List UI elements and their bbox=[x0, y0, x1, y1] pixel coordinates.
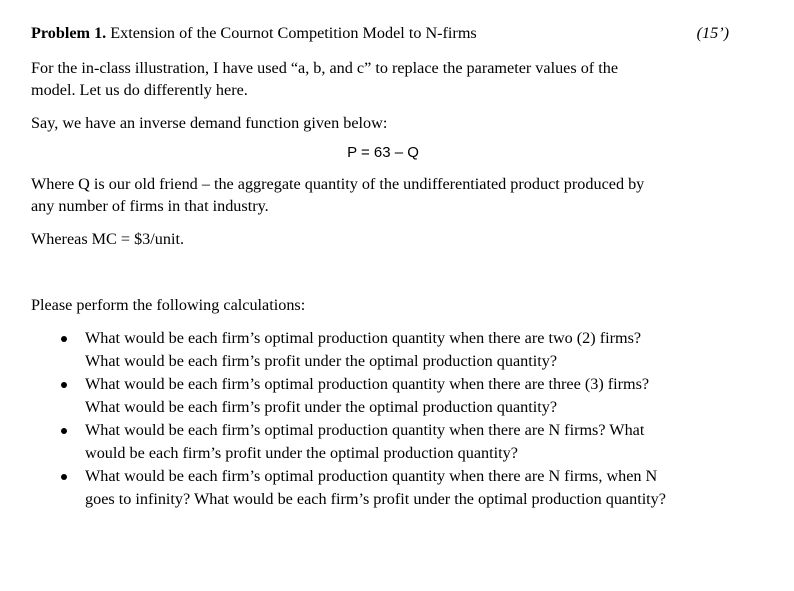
question-item bbox=[31, 419, 741, 465]
question-line-1: What would be each firm’s optimal production quantity when there are two (2) firms? bbox=[85, 329, 642, 347]
where-line-2: any number of firms in that industry. bbox=[31, 197, 269, 215]
question-line-2: would be each firm’s profit under the optimal production quantity? bbox=[85, 444, 518, 462]
where-paragraph bbox=[31, 173, 741, 217]
demand-equation: P = 63 – Q bbox=[347, 144, 419, 161]
question-line-1: What would be each firm’s optimal production quantity when there are N firms? What bbox=[85, 421, 645, 439]
problem-label: Problem 1. bbox=[31, 24, 107, 42]
question-item bbox=[31, 465, 741, 511]
question-line-1: What would be each firm’s optimal production quantity when there are N firms, when N bbox=[85, 467, 658, 485]
bullet-icon bbox=[61, 474, 67, 480]
bullet-icon bbox=[61, 336, 67, 342]
problem-title: Extension of the Cournot Competition Model to N-firms bbox=[110, 24, 477, 42]
marginal-cost-text: Whereas MC = $3/unit. bbox=[31, 230, 184, 248]
question-line-2: What would be each firm’s profit under the optimal production quantity? bbox=[85, 398, 558, 416]
question-item bbox=[31, 327, 741, 373]
document-page bbox=[31, 20, 741, 511]
intro-paragraph bbox=[31, 57, 741, 101]
bullet-icon bbox=[61, 382, 67, 388]
question-list bbox=[31, 327, 741, 511]
problem-header bbox=[31, 20, 741, 46]
problem-points: (15’) bbox=[696, 24, 729, 42]
question-line-1: What would be each firm’s optimal production quantity when there are three (3) firms? bbox=[85, 375, 650, 393]
bullet-icon bbox=[61, 428, 67, 434]
question-line-2: What would be each firm’s profit under the optimal production quantity? bbox=[85, 352, 558, 370]
demand-intro-text: Say, we have an inverse demand function given below: bbox=[31, 114, 388, 132]
where-line-1: Where Q is our old friend – the aggregate quantity of the undifferentiated product produced by bbox=[31, 175, 645, 193]
problem-heading bbox=[31, 20, 477, 46]
intro-line-2: model. Let us do differently here. bbox=[31, 81, 248, 99]
instructions-text: Please perform the following calculations: bbox=[31, 296, 306, 314]
question-item bbox=[31, 373, 741, 419]
question-line-2: goes to infinity? What would be each firm’s profit under the optimal production quantity? bbox=[85, 490, 666, 508]
intro-line-1: For the in-class illustration, I have used “a, b, and c” to replace the parameter values of the bbox=[31, 59, 619, 77]
